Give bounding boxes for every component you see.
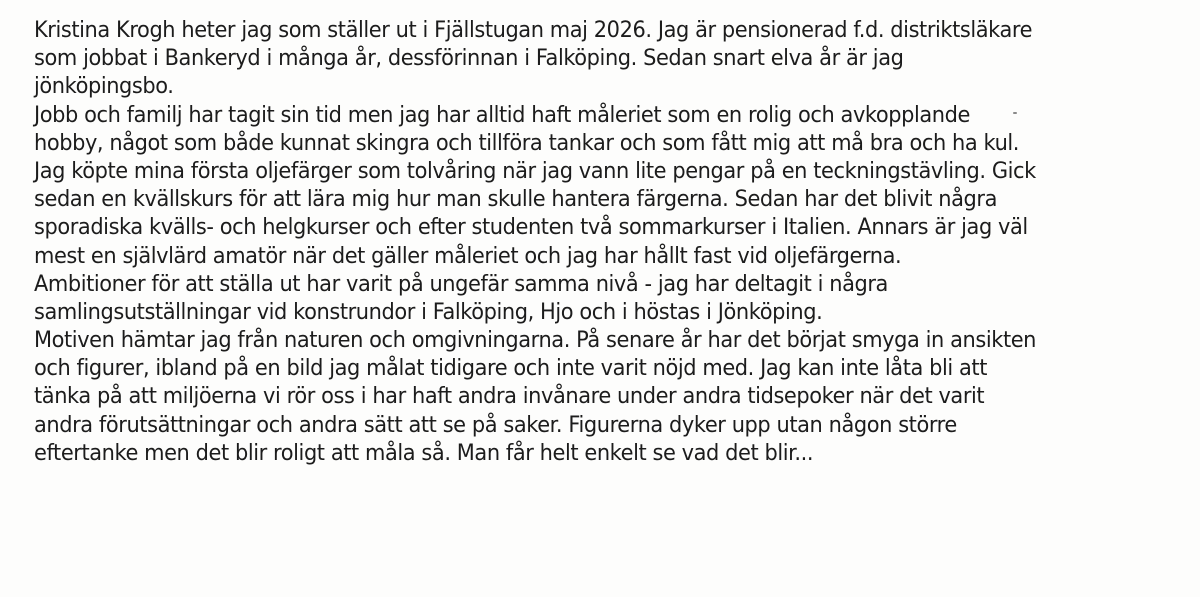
text-line: sedan en kvällskurs för att lära mig hur man skulle hantera färgerna. Sedan har det blivit några [34,186,997,213]
text-line: som jobbat i Bankeryd i många år, dessförinnan i Falköping. Sedan snart elva år är jag [34,45,904,72]
text-line: eftertanke men det blir roligt att måla så. Man får helt enkelt se vad det blir... [34,439,814,466]
scan-speck [1013,112,1017,114]
text-line: sporadiska kvälls- och helgkurser och efter studenten två sommarkurser i Italien. Annars är jag väl [34,214,1028,241]
text-line: Jag köpte mina första oljefärger som tolvåring när jag vann lite pengar på en teckningstävling. Gick [34,157,1036,184]
text-line: Kristina Krogh heter jag som ställer ut i Fjällstugan maj 2026. Jag är pensionerad f.d. distriktsläkare [34,17,1033,43]
text-line: och figurer, ibland på en bild jag målat tidigare och inte varit nöjd med. Jag kan inte låta bli att [34,355,987,382]
text-line: hobby, något som både kunnat skingra och tillföra tankar och som fått mig att må bra och ha kul. [34,129,1020,156]
text-line: Motiven hämtar jag från naturen och omgivningarna. På senare år har det börjat smyga in ansikten [34,327,1037,354]
text-line: jönköpingsbo. [34,73,174,100]
text-line: Jobb och familj har tagit sin tid men jag har alltid haft måleriet som en rolig och avkopplande [34,101,970,128]
text-line: andra förutsättningar och andra sätt att se på saker. Figurerna dyker upp utan någon större [34,411,957,438]
text-line: mest en självlärd amatör när det gäller måleriet och jag har hållt fast vid oljefärgerna. [34,242,902,269]
text-line: tänka på att miljöerna vi rör oss i har haft andra invånare under andra tidsepoker när det varit [34,383,985,410]
text-line: Ambitioner för att ställa ut har varit på ungefär samma nivå - jag har deltagit i några [34,270,888,297]
text-line: samlingsutställningar vid konstrundor i Falköping, Hjo och i höstas i Jönköping. [34,298,823,325]
